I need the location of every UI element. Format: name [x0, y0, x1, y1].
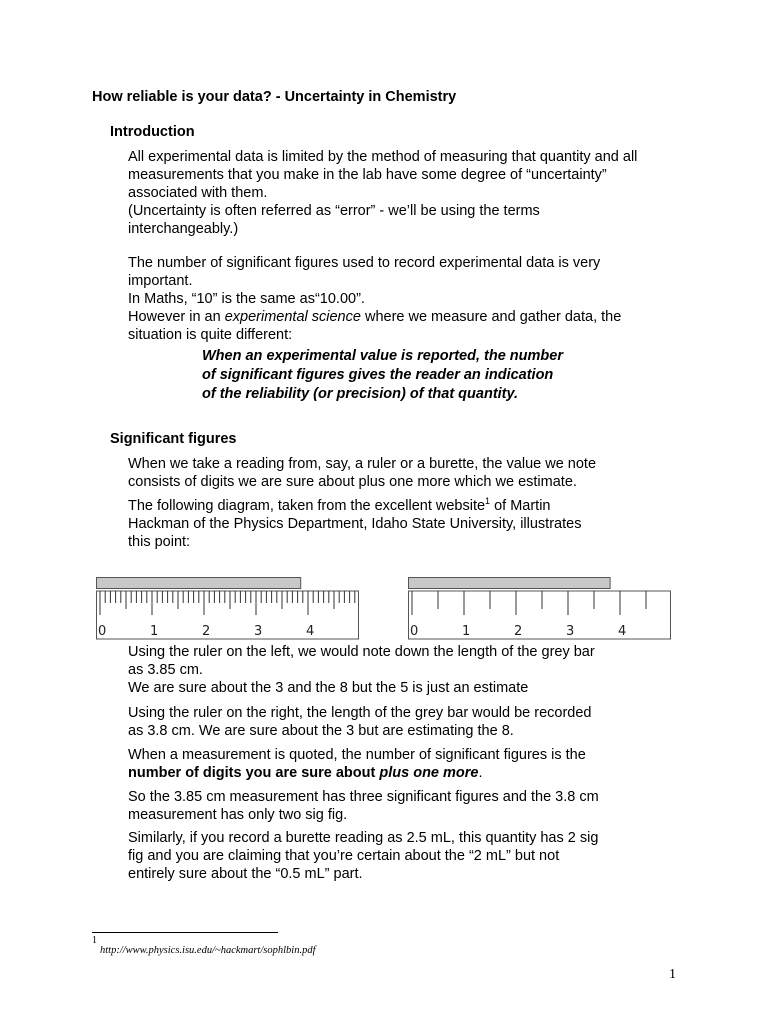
sigfig-paragraph-6: [128, 788, 688, 824]
text-line: In Maths, “10” is the same as“10.00”.: [128, 291, 365, 307]
right-ruler-diagram: [408, 577, 672, 641]
text-line: important.: [128, 273, 193, 289]
right-ruler-svg: [408, 577, 672, 641]
bold-text: number of digits you are sure about: [128, 765, 380, 781]
footnote-separator: [92, 932, 278, 933]
sigfig-paragraph-7: [128, 829, 688, 883]
document-title: How reliable is your data? - Uncertainty in Chemistry: [92, 89, 457, 105]
text-span: where we measure and gather data, the: [360, 309, 622, 325]
text-line: Hackman of the Physics Department, Idaho State University, illustrates: [128, 516, 582, 532]
ruler-label: 4: [306, 624, 315, 639]
text-line: All experimental data is limited by the method of measuring that quantity and all: [128, 149, 638, 165]
sigfig-paragraph-3: [128, 643, 688, 697]
text-line: [128, 308, 688, 326]
left-ruler-svg: [96, 577, 360, 641]
text-line: as 3.85 cm.: [128, 662, 203, 678]
text-line: this point:: [128, 534, 191, 550]
text-span: However in an: [128, 309, 225, 325]
footnote-url[interactable]: http://www.physics.isu.edu/~hackmart/sophlbin.pdf: [100, 945, 316, 956]
ruler-label: 3: [254, 624, 263, 639]
text-line: [128, 497, 688, 515]
ruler-label: 3: [566, 624, 575, 639]
text-line: entirely sure about the “0.5 mL” part.: [128, 866, 363, 882]
grey-bar: [97, 578, 301, 589]
sigfig-paragraph-5: [128, 746, 688, 782]
bold-emphasis-text: plus one more: [379, 765, 479, 781]
intro-paragraph-2: [128, 254, 688, 344]
quote-line: When an experimental value is reported, the number: [202, 348, 563, 364]
text-line: [128, 764, 688, 782]
footnote: [92, 935, 316, 956]
ruler-label: 2: [202, 624, 211, 639]
page-number: 1: [669, 967, 676, 982]
ruler-label: 1: [462, 624, 471, 639]
text-line: situation is quite different:: [128, 327, 293, 343]
text-line: interchangeably.): [128, 221, 239, 237]
footnote-number: 1: [92, 935, 97, 946]
key-statement-quote: [202, 347, 563, 404]
text-line: associated with them.: [128, 185, 268, 201]
ruler-label: 0: [98, 624, 107, 639]
sigfig-paragraph-4: [128, 704, 688, 740]
text-line: The number of significant figures used to record experimental data is very: [128, 255, 601, 271]
ruler-label: 1: [150, 624, 159, 639]
text-line: Similarly, if you record a burette reading as 2.5 mL, this quantity has 2 sig: [128, 830, 599, 846]
quote-line: of significant figures gives the reader an indication: [202, 367, 554, 383]
text-line: So the 3.85 cm measurement has three significant figures and the 3.8 cm: [128, 789, 599, 805]
text-span: .: [478, 765, 483, 781]
text-line: Using the ruler on the right, the length of the grey bar would be recorded: [128, 705, 592, 721]
text-line: (Uncertainty is often referred as “error” - we’ll be using the terms: [128, 203, 540, 219]
grey-bar: [409, 578, 611, 589]
text-line: as 3.8 cm. We are sure about the 3 but are estimating the 8.: [128, 723, 514, 739]
text-line: When we take a reading from, say, a ruler or a burette, the value we note: [128, 456, 597, 472]
significant-figures-heading: Significant figures: [110, 431, 237, 447]
text-line: measurement has only two sig fig.: [128, 807, 348, 823]
intro-paragraph-1: [128, 148, 688, 238]
text-span: of Martin: [490, 498, 551, 514]
ruler-label: 2: [514, 624, 523, 639]
quote-line: of the reliability (or precision) of that quantity.: [202, 386, 519, 402]
footnote-reference[interactable]: 1: [485, 496, 491, 507]
text-line: Using the ruler on the left, we would note down the length of the grey bar: [128, 644, 595, 660]
ruler-label: 0: [410, 624, 419, 639]
ruler-label: 4: [618, 624, 627, 639]
introduction-heading: Introduction: [110, 124, 195, 140]
text-line: When a measurement is quoted, the number of significant figures is the: [128, 747, 586, 763]
sigfig-paragraph-1: [128, 455, 688, 491]
emphasis-text: experimental science: [224, 309, 361, 325]
text-line: We are sure about the 3 and the 8 but the 5 is just an estimate: [128, 680, 529, 696]
ruler-body: [409, 591, 671, 639]
sigfig-paragraph-2: [128, 497, 688, 551]
text-line: measurements that you make in the lab have some degree of “uncertainty”: [128, 167, 607, 183]
text-line: fig and you are claiming that you’re certain about the “2 mL” but not: [128, 848, 560, 864]
ruler-body: [97, 591, 359, 639]
text-line: consists of digits we are sure about plus one more which we estimate.: [128, 474, 577, 490]
text-span: The following diagram, taken from the excellent website: [128, 498, 486, 514]
left-ruler-diagram: [96, 577, 360, 641]
